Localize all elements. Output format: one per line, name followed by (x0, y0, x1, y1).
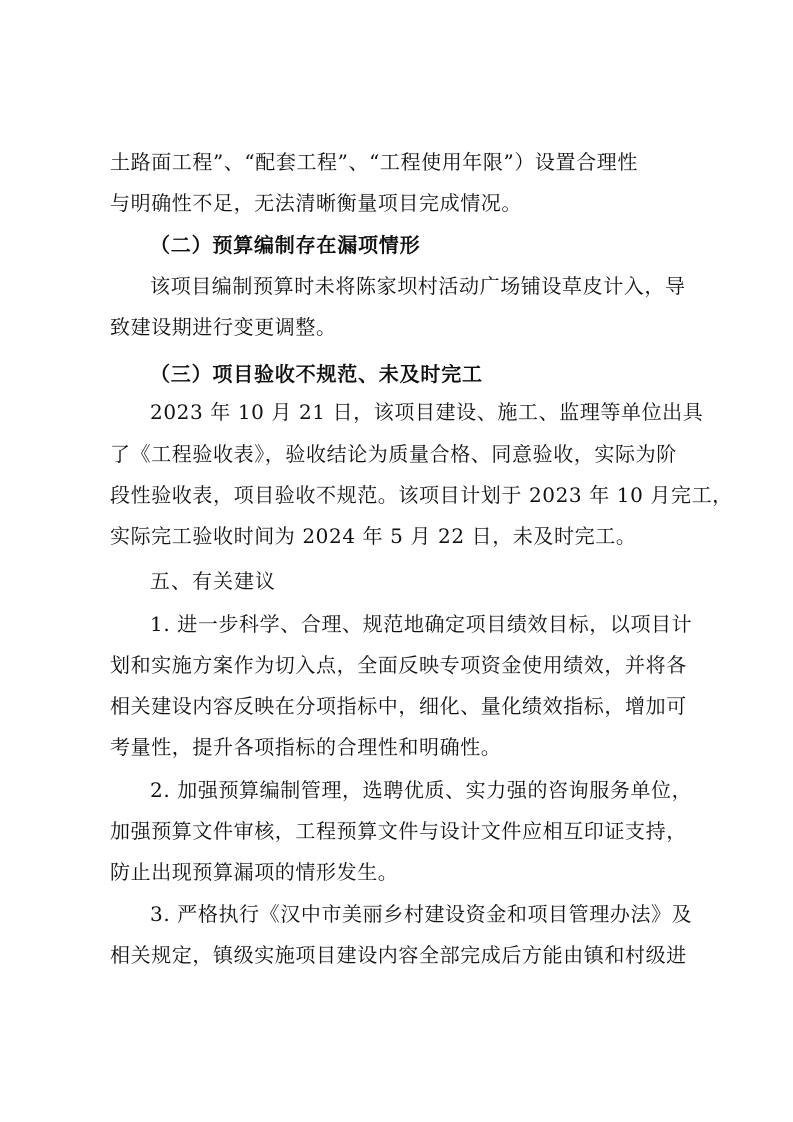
paragraph-line: 与明确性不足，无法清晰衡量项目完成情况。 (110, 191, 522, 215)
paragraph-line: 实际完工验收时间为 2024 年 5 月 22 日，未及时完工。 (110, 524, 637, 548)
paragraph-line: 相关建设内容反映在分项指标中，细化、量化绩效指标，增加可 (110, 694, 687, 718)
paragraph-line: 3. 严格执行《汉中市美丽乡村建设资金和项目管理办法》及 (150, 902, 693, 926)
section-heading-5: 五、有关建议 (150, 569, 276, 593)
section-heading-2: （二）预算编制存在漏项情形 (150, 233, 421, 257)
paragraph-line: 段性验收表，项目验收不规范。该项目计划于 2023 年 10 月完工， (110, 483, 733, 507)
paragraph-line: 相关规定，镇级实施项目建设内容全部完成后方能由镇和村级进 (110, 943, 687, 967)
paragraph-line: 考量性，提升各项指标的合理性和明确性。 (110, 735, 502, 759)
paragraph-line: 了《工程验收表》，验收结论为质量合格、同意验收，实际为阶 (110, 442, 677, 466)
paragraph-line: 2. 加强预算编制管理，选聘优质、实力强的咨询服务单位， (150, 778, 693, 802)
paragraph-line: 1. 进一步科学、合理、规范地确定项目绩效目标，以项目计 (150, 612, 693, 636)
paragraph-line: 致建设期进行变更调整。 (110, 315, 337, 339)
paragraph-line: 加强预算文件审核，工程预算文件与设计文件应相互印证支持， (110, 819, 687, 843)
paragraph-line: 土路面工程”、“配套工程”、“工程使用年限”）设置合理性 (110, 150, 638, 174)
paragraph-line: 防止出现预算漏项的情形发生。 (110, 860, 399, 884)
paragraph-line: 2023 年 10 月 21 日，该项目建设、施工、监理等单位出具 (150, 400, 704, 424)
section-heading-3: （三）项目验收不规范、未及时完工 (150, 362, 483, 386)
paragraph-line: 划和实施方案作为切入点，全面反映专项资金使用绩效，并将各 (110, 653, 687, 677)
paragraph-line: 该项目编制预算时未将陈家坝村活动广场铺设草皮计入，导 (150, 274, 686, 298)
